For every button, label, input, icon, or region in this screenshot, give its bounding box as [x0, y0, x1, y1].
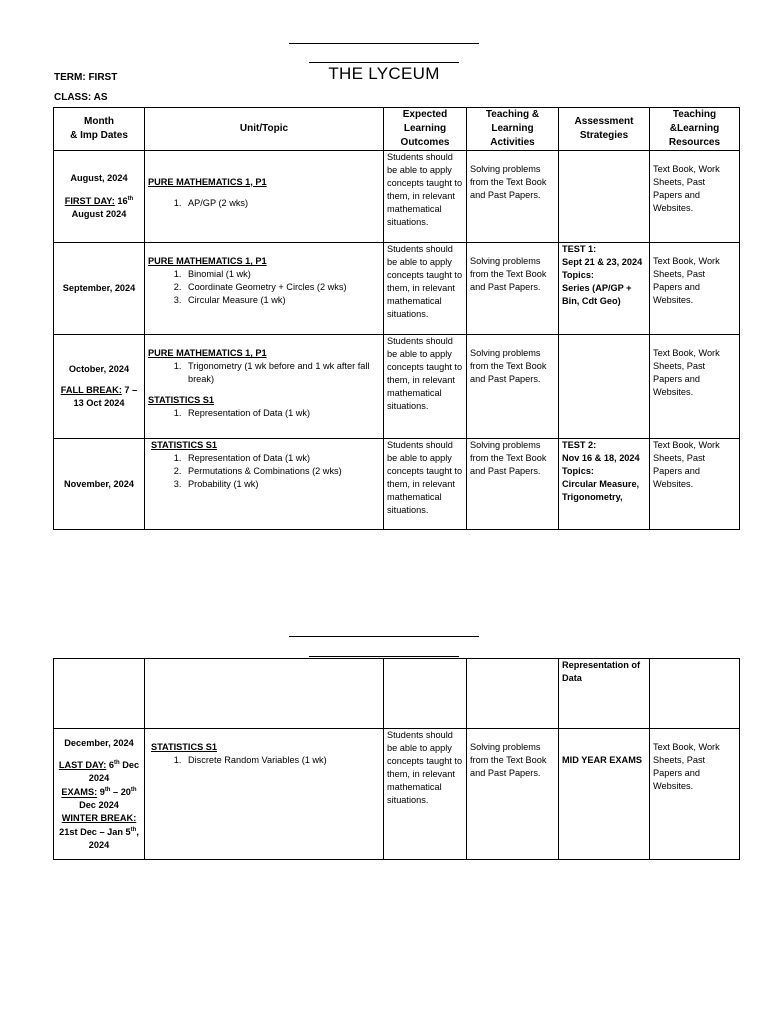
list-item: 1. Representation of Data (1 wk) — [184, 452, 380, 465]
table-row — [54, 151, 740, 243]
topic-list — [148, 407, 380, 420]
list-item: 2. Coordinate Geometry + Circles (2 wks) — [184, 281, 380, 294]
assessment-cell: MID YEAR EXAMS — [559, 729, 650, 860]
unit-cell: PURE MATHEMATICS 1, P1 1. Binomial (1 wk) 2. Coordinate Geometry + Circles (2 wks) 3. Circular Measure (1 wk) — [145, 243, 384, 335]
list-item: 1. AP/GP (2 wks) — [184, 197, 380, 210]
outcomes-cell: Students should be able to apply concepts taught to them, in relevant mathematical situations. — [384, 335, 467, 439]
header-resources: Teaching &Learning Resources — [650, 108, 740, 151]
document-title: THE LYCEUM — [328, 64, 440, 83]
list-item: 1. Representation of Data (1 wk) — [184, 407, 380, 420]
resources-cell: Text Book, Work Sheets, Past Papers and Websites. — [650, 335, 740, 439]
month-cell: September, 2024 — [54, 243, 145, 335]
table-row — [54, 243, 740, 335]
table-row — [54, 659, 740, 729]
term-label: TERM: FIRST — [54, 72, 118, 83]
assessment-cell — [559, 335, 650, 439]
class-label: CLASS: AS — [54, 92, 108, 103]
assessment-cell: Representation of Data — [559, 659, 650, 729]
assessment-cell — [559, 151, 650, 243]
resources-cell: Text Book, Work Sheets, Past Papers and Websites. — [650, 439, 740, 530]
header-assessment: Assessment Strategies — [559, 108, 650, 151]
table-row — [54, 729, 740, 860]
list-item: 1. Discrete Random Variables (1 wk) — [184, 754, 380, 767]
unit-cell — [145, 659, 384, 729]
resources-cell: Text Book, Work Sheets, Past Papers and Websites. — [650, 151, 740, 243]
assessment-cell: TEST 1: Sept 21 & 23, 2024 Topics: Series (AP/GP + Bin, Cdt Geo) — [559, 243, 650, 335]
header-activities: Teaching & Learning Activities — [467, 108, 559, 151]
outcomes-cell: Students should be able to apply concepts taught to them, in relevant mathematical situations. — [384, 151, 467, 243]
topic-list — [148, 360, 380, 386]
activities-cell: Solving problems from the Text Book and Past Papers. — [467, 243, 559, 335]
outcomes-cell: Students should be able to apply concepts taught to them, in relevant mathematical situations. — [384, 243, 467, 335]
list-item: 3. Circular Measure (1 wk) — [184, 294, 380, 307]
scheme-of-work-table — [53, 107, 740, 530]
list-item: 3. Probability (1 wk) — [184, 478, 380, 491]
unit-cell: PURE MATHEMATICS 1, P1 1. AP/GP (2 wks) — [145, 151, 384, 243]
month-cell — [54, 659, 145, 729]
table-row — [54, 439, 740, 530]
unit-cell: PURE MATHEMATICS 1, P1 1. Trigonometry (1 wk before and 1 wk after fall break) STATISTICS S1 1. Representation of Data (1 wk) — [145, 335, 384, 439]
list-item: 1. Binomial (1 wk) — [184, 268, 380, 281]
page2-rule-bottom — [309, 656, 459, 657]
table-row — [54, 335, 740, 439]
scheme-of-work-table-page2 — [53, 658, 740, 860]
activities-cell — [467, 659, 559, 729]
list-item: 1. Trigonometry (1 wk before and 1 wk after fall break) — [184, 360, 380, 386]
outcomes-cell — [384, 659, 467, 729]
activities-cell: Solving problems from the Text Book and Past Papers. — [467, 151, 559, 243]
header-rule-bottom — [309, 62, 459, 63]
month-cell: December, 2024 LAST DAY: 6th Dec 2024 EXAMS: 9th – 20th Dec 2024 WINTER BREAK: 21st Dec – Jan 5th, 2024 — [54, 729, 145, 860]
header-month: Month & Imp Dates — [54, 108, 145, 151]
topic-list — [151, 452, 380, 491]
header-outcomes: Expected Learning Outcomes — [384, 108, 467, 151]
header-row — [54, 108, 740, 151]
resources-cell: Text Book, Work Sheets, Past Papers and Websites. — [650, 729, 740, 860]
resources-cell — [650, 659, 740, 729]
list-item: 2. Permutations & Combinations (2 wks) — [184, 465, 380, 478]
unit-cell: STATISTICS S1 1. Representation of Data (1 wk) 2. Permutations & Combinations (2 wks) 3. Probability (1 wk) — [145, 439, 384, 530]
activities-cell: Solving problems from the Text Book and Past Papers. — [467, 439, 559, 530]
activities-cell: Solving problems from the Text Book and Past Papers. — [467, 729, 559, 860]
topic-list — [148, 268, 380, 307]
resources-cell: Text Book, Work Sheets, Past Papers and Websites. — [650, 243, 740, 335]
month-cell: November, 2024 — [54, 439, 145, 530]
header-rule-top — [289, 43, 479, 44]
topic-list — [151, 754, 380, 767]
assessment-cell: TEST 2: Nov 16 & 18, 2024 Topics: Circular Measure, Trigonometry, — [559, 439, 650, 530]
unit-cell: STATISTICS S1 1. Discrete Random Variables (1 wk) — [145, 729, 384, 860]
header-unit: Unit/Topic — [145, 108, 384, 151]
month-cell: August, 2024 FIRST DAY: 16th August 2024 — [54, 151, 145, 243]
topic-list — [148, 197, 380, 210]
activities-cell: Solving problems from the Text Book and Past Papers. — [467, 335, 559, 439]
outcomes-cell: Students should be able to apply concepts taught to them, in relevant mathematical situations. — [384, 729, 467, 860]
month-cell: October, 2024 FALL BREAK: 7 – 13 Oct 2024 — [54, 335, 145, 439]
outcomes-cell: Students should be able to apply concepts taught to them, in relevant mathematical situations. — [384, 439, 467, 530]
page2-rule-top — [289, 636, 479, 637]
